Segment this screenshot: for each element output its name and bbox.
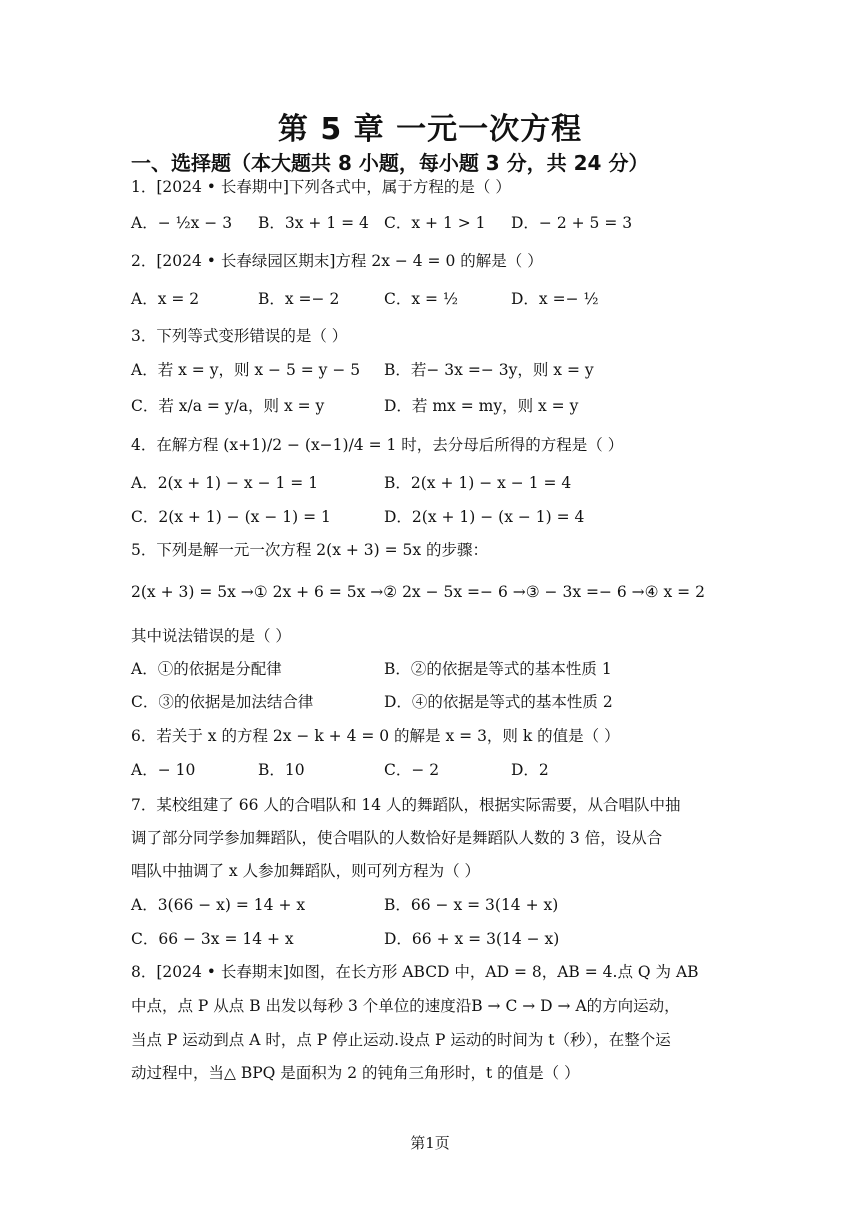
- question-5-option-d: D．④的依据是等式的基本性质 2: [384, 693, 613, 711]
- question-1-option-c: C．x + 1 > 1: [384, 214, 486, 232]
- question-8-stem-line-1: 8．[2024 • 长春期末]如图，在长方形 ABCD 中，AD = 8，AB = 4.点 Q 为 AB: [131, 963, 699, 981]
- question-8-stem-line-3: 当点 P 运动到点 A 时，点 P 停止运动.设点 P 运动的时间为 t（秒），在整个运: [131, 1031, 671, 1049]
- question-5-steps: 2(x + 3) = 5x →① 2x + 6 = 5x →② 2x − 5x =− 6 →③ − 3x =− 6 →④ x = 2: [131, 583, 705, 601]
- question-3-option-c: C．若 x/a = y/a，则 x = y: [131, 397, 325, 415]
- question-7-option-b: B．66 − x = 3(14 + x): [384, 896, 559, 914]
- question-4-option-a: A．2(x + 1) − x − 1 = 1: [131, 474, 319, 492]
- question-2-option-b: B．x =− 2: [258, 290, 340, 308]
- question-7-stem-line-2: 调了部分同学参加舞蹈队，使合唱队的人数恰好是舞蹈队人数的 3 倍，设从合: [131, 829, 663, 847]
- question-3-option-a: A．若 x = y，则 x − 5 = y − 5: [131, 361, 361, 379]
- question-7-stem-line-1: 7．某校组建了 66 人的合唱队和 14 人的舞蹈队，根据实际需要，从合唱队中抽: [131, 796, 681, 814]
- question-4-stem: 4．在解方程 (x+1)/2 − (x−1)/4 = 1 时，去分母后所得的方程是（ ）: [131, 436, 624, 454]
- question-7-option-d: D．66 + x = 3(14 − x): [384, 930, 560, 948]
- question-5-option-b: B．②的依据是等式的基本性质 1: [384, 660, 612, 678]
- question-6-option-b: B．10: [258, 761, 305, 779]
- question-6-option-a: A．− 10: [131, 761, 196, 779]
- page-number: 第1页: [410, 1134, 450, 1152]
- question-1-option-a: A．− ½x − 3: [131, 214, 233, 232]
- question-7-option-c: C．66 − 3x = 14 + x: [131, 930, 294, 948]
- question-2-option-d: D．x =− ½: [511, 290, 599, 308]
- question-6-option-c: C．− 2: [384, 761, 440, 779]
- question-1-stem: 1．[2024 • 长春期中]下列各式中，属于方程的是（ ）: [131, 178, 511, 196]
- question-4-option-c: C．2(x + 1) − (x − 1) = 1: [131, 508, 331, 526]
- question-5-stem: 5．下列是解一元一次方程 2(x + 3) = 5x 的步骤：: [131, 541, 489, 559]
- question-5-option-a: A．①的依据是分配律: [131, 660, 282, 678]
- question-4-option-d: D．2(x + 1) − (x − 1) = 4: [384, 508, 585, 526]
- question-2-stem: 2．[2024 • 长春绿园区期末]方程 2x − 4 = 0 的解是（ ）: [131, 252, 543, 270]
- question-8-stem-line-2: 中点，点 P 从点 B 出发以每秒 3 个单位的速度沿B → C → D → A的方向运动，: [131, 997, 680, 1015]
- chapter-title: 第 5 章 一元一次方程: [277, 112, 583, 147]
- question-2-option-c: C．x = ½: [384, 290, 458, 308]
- question-2-option-a: A．x = 2: [131, 290, 200, 308]
- question-6-stem: 6．若关于 x 的方程 2x − k + 4 = 0 的解是 x = 3，则 k 的值是（ ）: [131, 727, 620, 745]
- question-8-stem-line-4: 动过程中，当△ BPQ 是面积为 2 的钝角三角形时，t 的值是（ ）: [131, 1064, 580, 1082]
- question-5-option-c: C．③的依据是加法结合律: [131, 693, 314, 711]
- question-1-option-b: B．3x + 1 = 4: [258, 214, 369, 232]
- question-5-prompt: 其中说法错误的是（ ）: [131, 627, 291, 645]
- question-3-stem: 3．下列等式变形错误的是（ ）: [131, 327, 348, 345]
- question-6-option-d: D．2: [511, 761, 549, 779]
- question-3-option-b: B．若− 3x =− 3y，则 x = y: [384, 361, 594, 379]
- question-4-option-b: B．2(x + 1) − x − 1 = 4: [384, 474, 572, 492]
- question-7-option-a: A．3(66 − x) = 14 + x: [131, 896, 306, 914]
- question-7-stem-line-3: 唱队中抽调了 x 人参加舞蹈队，则可列方程为（ ）: [131, 862, 481, 880]
- section-heading: 一、选择题（本大题共 8 小题，每小题 3 分，共 24 分）: [131, 151, 649, 175]
- question-1-option-d: D．− 2 + 5 = 3: [511, 214, 633, 232]
- question-3-option-d: D．若 mx = my，则 x = y: [384, 397, 579, 415]
